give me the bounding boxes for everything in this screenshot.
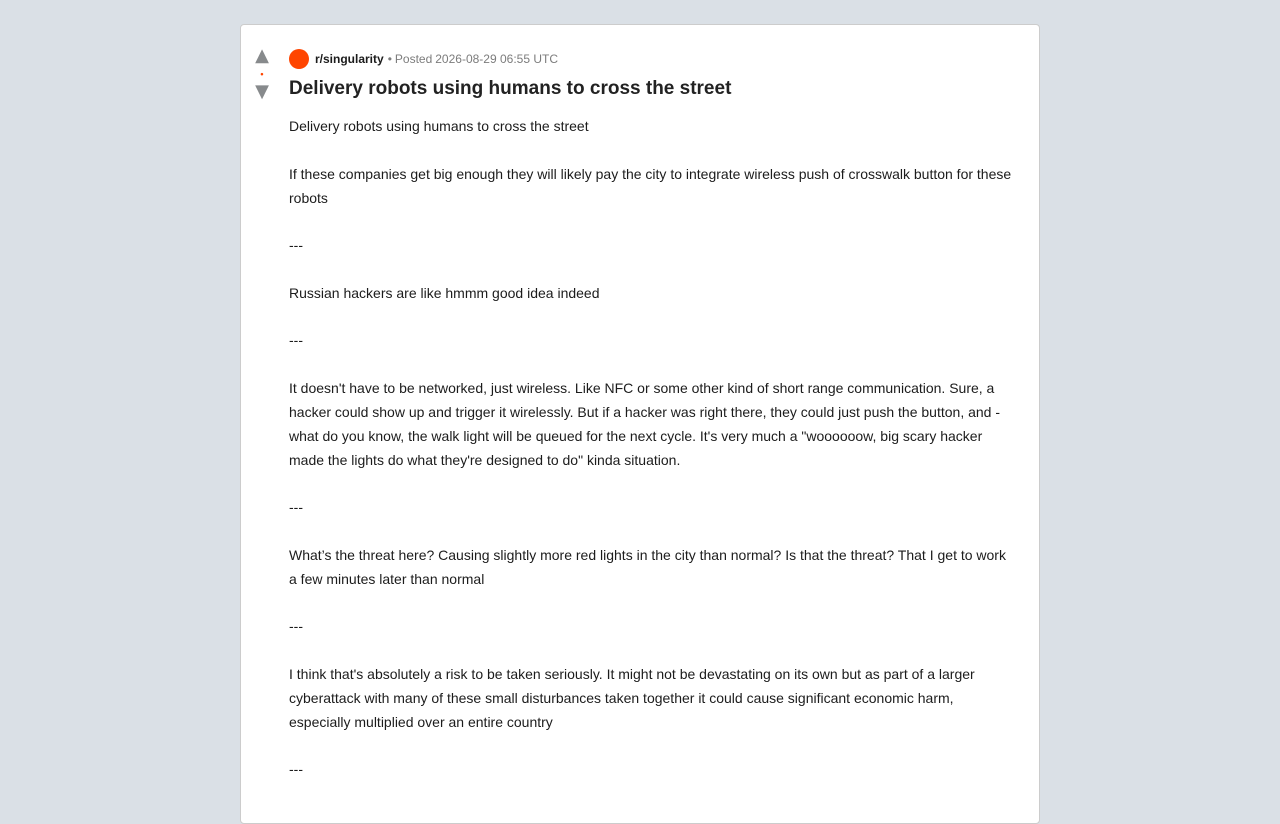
body-divider: --- [289,237,303,253]
body-paragraph: Russian hackers are like hmmm good idea indeed [289,284,600,301]
body-divider: --- [289,761,303,777]
meta-separator: • [387,52,392,66]
body-divider: --- [289,332,303,348]
body-paragraph: It doesn't have to be networked, just wireless. Like NFC or some other kind of short range communication. Sure, a hacker could show up and trigger it wirelessly. But if a hacker was right there, they could just push the button, and - what do you know, the walk light will be queued for the next cycle. It's very much a "woooooow, big scary hacker made the lights do what they're designed to do" kinda situation. [289,379,1001,468]
subreddit-link[interactable]: r/singularity [315,52,384,66]
post-body [289,114,1015,781]
vote-score: • [260,69,264,79]
body-paragraph: I think that's absolutely a risk to be taken seriously. It might not be devastating on its own but as part of a larger cyberattack with many of these small disturbances taken together it could cause significant economic harm, especially multiplied over an entire country [289,665,975,730]
post-meta [289,47,1015,71]
body-divider: --- [289,499,303,515]
upvote-arrow-icon[interactable]: ▲ [255,45,269,66]
post-content [289,47,1015,805]
body-divider: --- [289,618,303,634]
vote-column [241,47,283,101]
downvote-arrow-icon[interactable]: ▼ [255,81,269,102]
post-timestamp: 2026-08-29 06:55 UTC [435,52,558,66]
body-paragraph: If these companies get big enough they will likely pay the city to integrate wireless push of crosswalk button for these robots [289,165,1012,206]
subreddit-avatar-icon[interactable] [289,49,309,69]
post-card [240,24,1040,824]
body-paragraph: What’s the threat here? Causing slightly more red lights in the city than normal? Is that the threat? That I get to work a few minutes later than normal [289,546,1006,587]
posted-label: Posted [394,52,433,66]
body-paragraph: Delivery robots using humans to cross the street [289,118,589,134]
post-title[interactable]: Delivery robots using humans to cross the street [289,78,732,99]
